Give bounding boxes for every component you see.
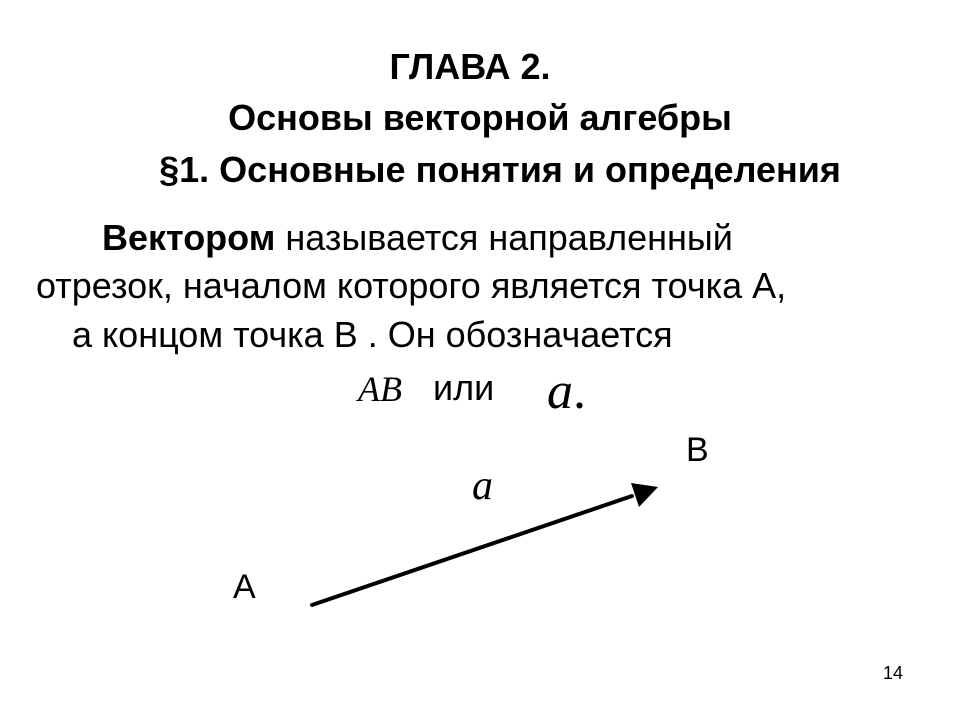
chapter-title: Основы векторной алгебры [228,97,732,138]
notation-period: . [573,363,586,420]
page-number: 14 [883,663,904,683]
point-b-label: B [686,431,709,469]
notation-ab: AB [358,369,402,409]
notation-or: или [433,367,495,408]
vector-label-a: a [472,463,493,509]
vector-arrowhead [631,483,658,507]
definition-line-1-rest: называется направленный [285,217,733,258]
point-a-label: A [233,568,256,606]
chapter-heading: ГЛАВА 2. [389,46,551,87]
definition-line-2: отрезок, началом которого является точка А, [36,265,787,306]
vector-segment [312,496,632,605]
notation-a-symbol: a [547,363,573,420]
definition-term: Вектором [102,217,276,258]
section-title: §1. Основные понятия и определения [159,149,841,190]
definition-line-3: а концом точка В . Он обозначается [72,314,673,355]
